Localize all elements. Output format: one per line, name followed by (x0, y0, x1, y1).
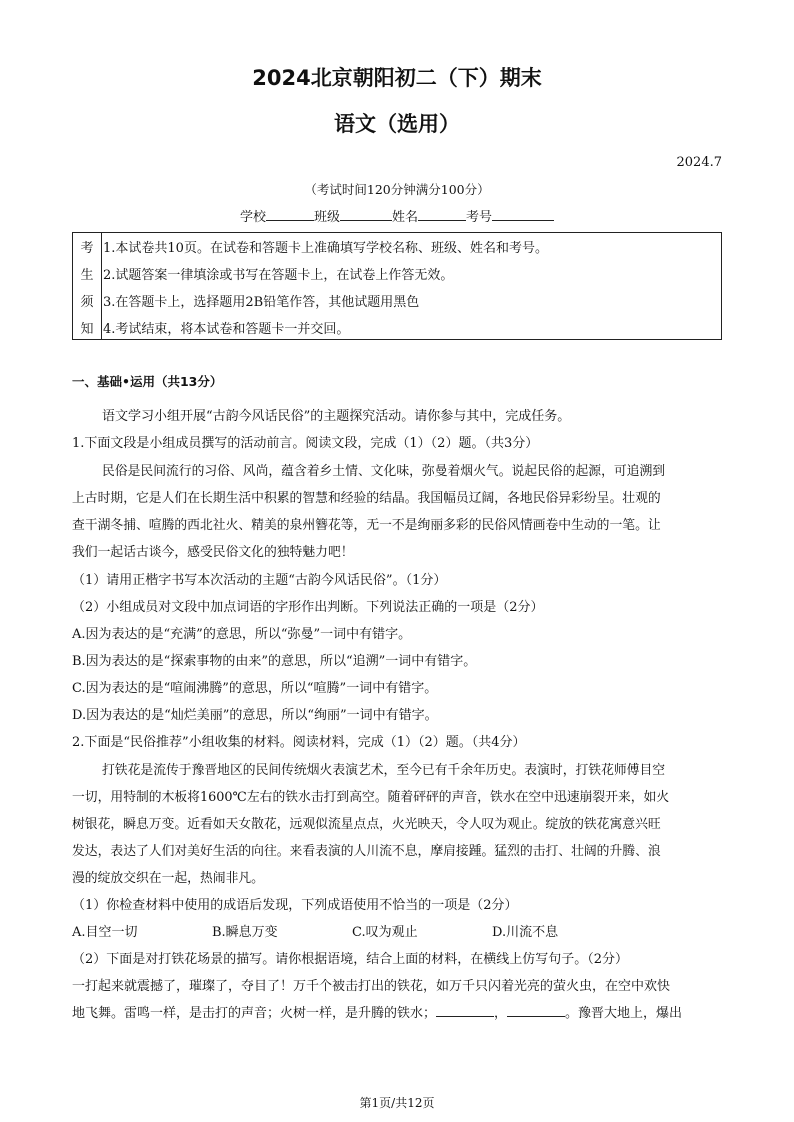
q2-passage-line: 树银花，瞬息万变。近看如天女散花，远观似流星点点，火光映天，令人叹为观止。绽放的铁花寓意兴旺 (72, 817, 661, 832)
q1-passage-line: 查干湖冬捕、喧腾的西北社火、精美的泉州簪花等，无一不是绚丽多彩的民俗风情画卷中生动的一笔。让 (72, 518, 661, 533)
question-1-stem: 1.下面文段是小组成员撰写的活动前言。阅读文段，完成（1）（2）题。（共3分） (72, 436, 539, 451)
field-school-label: 学校 (239, 210, 266, 225)
q1-passage-line: 我们一起话古谈今，感受民俗文化的独特魅力吧！ (72, 545, 354, 560)
notice-rule: 3.在答题卡上，选择题用2B铅笔作答，其他试题用黑色 (103, 295, 420, 310)
id-blank (492, 208, 554, 221)
q2-text-part: 地飞舞。雷鸣一样，是击打的声音；火树一样，是升腾的铁水； (72, 1006, 437, 1021)
notice-rule: 2.试题答案一律填涂或书写在答题卡上，在试卷上作答无效。 (103, 268, 454, 283)
field-id-label: 考号 (466, 210, 493, 225)
exam-date: 2024.7 (676, 155, 722, 170)
field-class-label: 班级 (313, 210, 340, 225)
subject-title: 语文（选用） (334, 112, 460, 136)
notice-rule: 4.考试结束，将本试卷和答题卡一并交回。 (103, 322, 350, 337)
field-name-label: 姓名 (392, 210, 419, 225)
q1-sub-question-1: （1）请用正楷字书写本次活动的主题“古韵今风话民俗”。（1分） (72, 573, 447, 588)
exam-info: （考试时间120分钟满分100分） (304, 182, 490, 197)
q2-sub-question-2: （2）下面是对打铁花场景的描写。请你根据语境，结合上面的材料，在横线上仿写句子。（2分） (72, 952, 629, 967)
exam-title: 2024北京朝阳初二（下）期末 (252, 66, 542, 90)
q2-text-part: 。豫晋大地上，爆出 (565, 1006, 683, 1021)
notice-side-char: 生 (80, 268, 94, 283)
q2-passage-line: 打铁花是流传于豫晋地区的民间传统烟火表演艺术，至今已有千余年历史。表演时，打铁花师傅目空 (102, 763, 666, 778)
q2-option-c: C.叹为观止 (352, 925, 418, 940)
notice-side-char: 须 (80, 295, 94, 310)
q1-option-a: A.因为表达的是“充满”的意思，所以“弥曼”一词中有错字。 (72, 627, 412, 642)
q2-option-b: B.瞬息万变 (212, 925, 278, 940)
section-heading: 一、基础•运用（共13分） (72, 374, 223, 389)
answer-blank-1[interactable] (436, 1004, 494, 1017)
school-blank (266, 208, 314, 221)
notice-rule: 1.本试卷共10页。在试卷和答题卡上准确填写学校名称、班级、姓名和考号。 (103, 241, 548, 256)
notice-side-char: 知 (80, 322, 94, 337)
q2-passage-line: 一切，用特制的木板将1600℃左右的铁水击打到高空。随着砰砰的声音，铁水在空中迅速崩裂开来，如火 (72, 790, 670, 805)
q2-writing-text-continued (72, 1002, 724, 1021)
q1-passage-line: 上古时期，它是人们在长期生活中积累的智慧和经验的结晶。我国幅员辽阔，各地民俗异彩纷呈。壮观的 (72, 491, 661, 506)
q1-option-b: B.因为表达的是“探索事物的由来”的意思，所以“追溯”一词中有错字。 (72, 654, 477, 669)
page-number: 第1页/共12页 (359, 1096, 435, 1110)
notice-side-label (73, 233, 102, 339)
student-info-fields (0, 206, 794, 225)
q2-option-d: D.川流不息 (492, 925, 559, 940)
q1-sub-question-2: （2）小组成员对文段中加点词语的字形作出判断。下列说法正确的一项是（2分） (72, 600, 544, 615)
question-2-stem: 2.下面是“民俗推荐”小组收集的材料。阅读材料，完成（1）（2）题。（共4分） (72, 735, 526, 750)
q2-text-separator: ， (494, 1006, 508, 1021)
candidate-notice-box (72, 232, 722, 340)
q1-passage-line: 民俗是民间流行的习俗、风尚，蕴含着乡土情、文化味，弥曼着烟火气。说起民俗的起源，可追溯到 (102, 464, 666, 479)
answer-blank-2[interactable] (507, 1004, 565, 1017)
q1-option-c: C.因为表达的是“喧闹沸腾”的意思，所以“喧腾”一词中有错字。 (72, 681, 438, 696)
class-blank (340, 208, 392, 221)
q2-passage-line: 发达，表达了人们对美好生活的向往。来看表演的人川流不息，摩肩接踵。猛烈的击打、壮阔的升腾、浪 (72, 844, 661, 859)
q2-sub-question-1: （1）你检查材料中使用的成语后发现，下列成语使用不恰当的一项是（2分） (72, 898, 518, 913)
name-blank (418, 208, 466, 221)
q2-writing-text: 一打起来就震撼了，璀璨了，夺目了！万千个被击打出的铁花，如万千只闪着光亮的萤火虫，在空中欢快 (72, 979, 671, 994)
q2-option-a: A.目空一切 (72, 925, 138, 940)
q2-passage-line: 漫的绽放交织在一起，热闹非凡。 (72, 871, 264, 886)
section-intro: 语文学习小组开展“古韵今风话民俗”的主题探究活动。请你参与其中，完成任务。 (102, 409, 571, 424)
notice-side-char: 考 (80, 241, 94, 256)
q1-option-d: D.因为表达的是“灿烂美丽”的意思，所以“绚丽”一词中有错字。 (72, 708, 438, 723)
